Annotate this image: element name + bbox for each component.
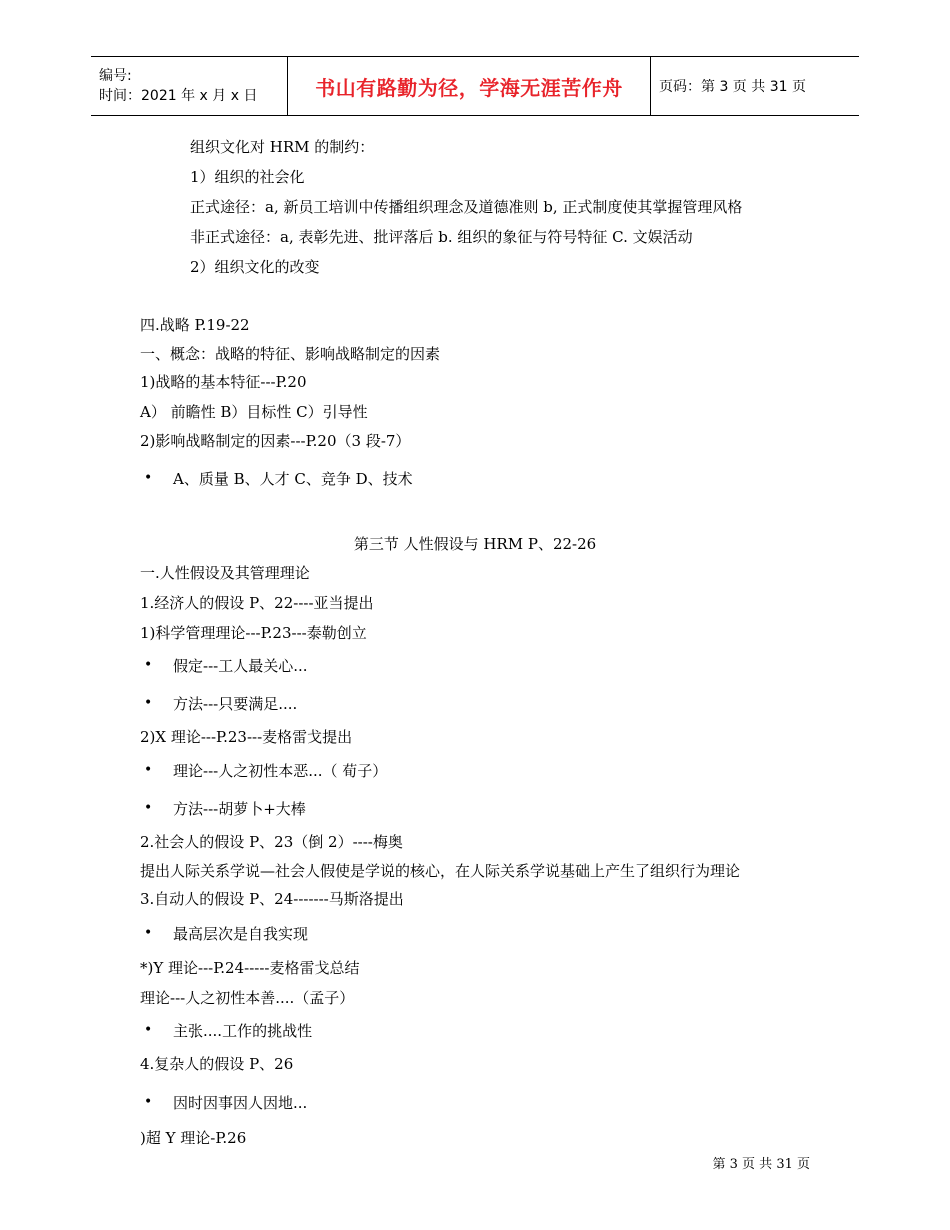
list-item: 理论---人之初性本恶...（ 荀子） xyxy=(173,762,388,780)
list-item: 方法---胡萝卜+大棒 xyxy=(173,800,306,818)
bullet-icon: • xyxy=(144,925,153,941)
text-line: 2)X 理论---P.23---麦格雷戈提出 xyxy=(140,728,353,746)
text-line: 3.自动人的假设 P、24-------马斯洛提出 xyxy=(140,890,404,908)
page-info-text: 页码：第 3 页 共 31 页 xyxy=(659,79,806,95)
bullet-icon: • xyxy=(144,695,153,711)
chapter-heading: 第三节 人性假设与 HRM P、22-26 xyxy=(353,535,597,553)
bullet-icon: • xyxy=(144,470,153,486)
bullet-icon: • xyxy=(144,1094,153,1110)
list-item: 因时因事因人因地... xyxy=(173,1094,308,1112)
bullet-icon: • xyxy=(144,762,153,778)
time-label: 时间：2021 年 x 月 x 日 xyxy=(99,88,258,104)
section-heading: 四.战略 P.19-22 xyxy=(140,316,250,334)
text-line: )超 Y 理论-P.26 xyxy=(140,1129,247,1147)
bullet-icon: • xyxy=(144,657,153,673)
code-label: 编号: xyxy=(99,68,132,84)
text-line: 正式途径：a, 新员工培训中传播组织理念及道德准则 b, 正式制度使其掌握管理风格 xyxy=(190,198,743,216)
header-meta xyxy=(91,57,287,115)
text-line: *)Y 理论---P.24-----麦格雷戈总结 xyxy=(140,959,360,977)
text-line: 提出人际关系学说—社会人假使是学说的核心，在人际关系学说基础上产生了组织行为理论 xyxy=(140,862,741,880)
text-line: A） 前瞻性 B）目标性 C）引导性 xyxy=(140,403,368,421)
text-line: 理论---人之初性本善....（孟子） xyxy=(140,989,355,1007)
text-line: 一、概念：战略的特征、影响战略制定的因素 xyxy=(140,345,441,363)
header-motto xyxy=(287,57,651,115)
list-item: 主张....工作的挑战性 xyxy=(173,1022,313,1040)
text-line: 组织文化对 HRM 的制约： xyxy=(190,138,375,156)
text-line: 1.经济人的假设 P、22----亚当提出 xyxy=(140,594,374,612)
bullet-icon: • xyxy=(144,800,153,816)
text-line: 2）组织文化的改变 xyxy=(190,258,320,276)
page-header xyxy=(91,56,859,116)
list-item: 假定---工人最关心... xyxy=(173,657,308,675)
text-line: 1)科学管理理论---P.23---泰勒创立 xyxy=(140,624,367,642)
text-line: 2.社会人的假设 P、23（倒 2）----梅奥 xyxy=(140,833,403,851)
list-item: 最高层次是自我实现 xyxy=(173,925,309,943)
text-line: 非正式途径：a, 表彰先进、批评落后 b. 组织的象征与符号特征 C. 文娱活动 xyxy=(190,228,693,246)
text-line: 2)影响战略制定的因素---P.20（3 段-7） xyxy=(140,432,411,450)
text-line: 一.人性假设及其管理理论 xyxy=(140,564,310,582)
text-line: 4.复杂人的假设 P、26 xyxy=(140,1055,294,1073)
text-line: 1）组织的社会化 xyxy=(190,168,305,186)
bullet-icon: • xyxy=(144,1022,153,1038)
list-item: 方法---只要满足.... xyxy=(173,695,298,713)
header-page-info xyxy=(651,57,859,115)
list-item: A、质量 B、人才 C、竞争 D、技术 xyxy=(173,470,413,488)
motto-text: 书山有路勤为径，学海无涯苦作舟 xyxy=(315,75,623,100)
text-line: 1)战略的基本特征---P.20 xyxy=(140,373,307,391)
page-footer: 第 3 页 共 31 页 xyxy=(712,1157,810,1172)
